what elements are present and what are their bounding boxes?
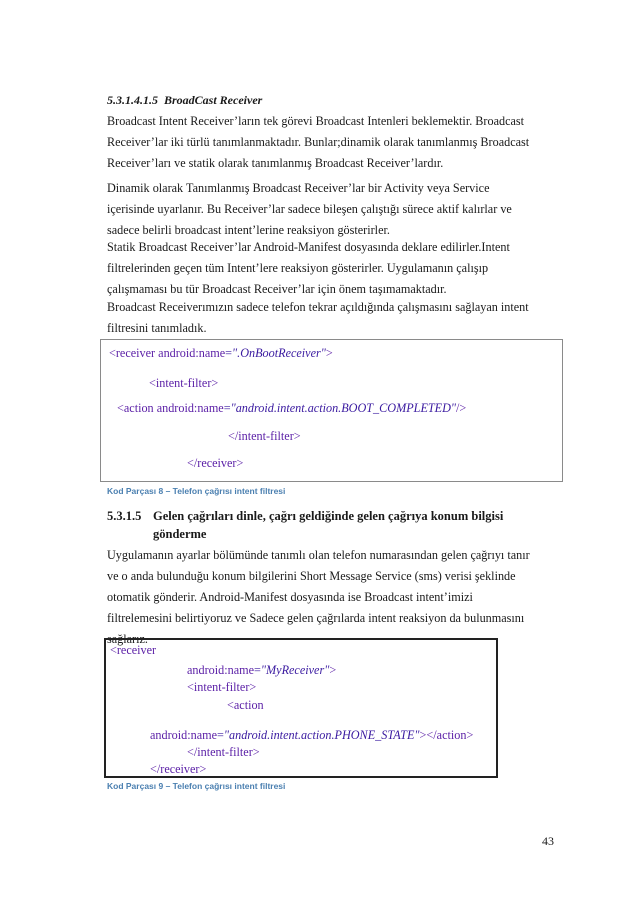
code-value: "android.intent.action.PHONE_STATE"	[223, 728, 420, 742]
text-line: çalışmaması bu tür Broadcast Receiver’lar için önem taşımamaktadır.	[107, 282, 447, 296]
text-line: Broadcast Receiverımızın sadece telefon tekrar açıldığında çalışmasını sağlayan intent	[107, 300, 529, 314]
section-title: BroadCast Receiver	[164, 93, 263, 107]
code-block-phone-receiver	[104, 638, 498, 778]
code-line: </receiver>	[187, 456, 244, 470]
code-punct: >	[325, 346, 333, 360]
code-line	[150, 728, 473, 743]
code-line: </intent-filter>	[187, 745, 260, 759]
section-number: 5.3.1.4.1.5	[107, 93, 158, 107]
paragraph-1	[107, 111, 567, 174]
code-block-boot-receiver	[100, 339, 563, 482]
code-punct: =	[254, 663, 261, 677]
code-punct: =	[217, 728, 224, 742]
code-punct: =	[225, 346, 233, 360]
text-line: filtrelerinden geçen tüm Intent’lere reaksiyon gösterirler. Uygulamanın çalışıp	[107, 261, 489, 275]
text-line: ve o anda bulunduğu konum bilgilerini Short Message Service (sms) verisi şeklinde	[107, 569, 516, 583]
code-line: <intent-filter>	[149, 376, 219, 390]
code-line: </intent-filter>	[228, 429, 301, 443]
code-value: "MyReceiver"	[260, 663, 330, 677]
code-punct: =	[223, 401, 231, 415]
section-heading-broadcast-receiver	[107, 93, 262, 108]
code-tag: <receiver	[109, 346, 159, 360]
paragraph-2	[107, 178, 567, 241]
code-value: "android.intent.action.BOOT_COMPLETED"	[230, 401, 457, 415]
section-title-line-2: gönderme	[153, 527, 207, 541]
text-line: Broadcast Intent Receiver’ların tek görevi Broadcast Intenleri beklemektir. Broadcast	[107, 114, 525, 128]
section-title-line-1: Gelen çağrıları dinle, çağrı geldiğinde gelen çağrıya konum bilgisi	[153, 509, 504, 523]
code-punct: >	[329, 663, 337, 677]
code-attr: android:name	[156, 401, 224, 415]
text-line: filtrelemesini belirtiyoruz ve Sadece gelen çağrılarda intent reaksiyon da bulunmasını	[107, 611, 525, 625]
text-line: sağlarız.	[107, 632, 148, 646]
paragraph-5	[107, 545, 567, 650]
text-line: Uygulamanın ayarlar bölümünde tanımlı olan telefon numarasından gelen çağrıyı tanır	[107, 548, 530, 562]
code-punct: ></action>	[419, 728, 474, 742]
code-punct: />	[456, 401, 467, 415]
code-caption-8: Kod Parçası 8 – Telefon çağrısı intent filtresi	[107, 486, 286, 496]
text-line: içerisinde uyarlanır. Bu Receiver’lar sadece bileşen çalıştığı sürece aktif kalırlar ve	[107, 202, 512, 216]
code-line	[187, 663, 336, 678]
text-line: sadece belirli broadcast intent’lerine reaksiyon gösterirler.	[107, 223, 390, 237]
code-line: </receiver>	[150, 762, 207, 776]
code-attr: android:name	[158, 346, 226, 360]
text-line: Receiver’ları ve statik olarak tanımlanmış Broadcast Receiver’lardır.	[107, 156, 444, 170]
text-line: otomatik gönderir. Android-Manifest dosyasında ise Broadcast intent’imizi	[107, 590, 473, 604]
paragraph-3	[107, 237, 567, 300]
code-line: <receiver	[110, 643, 157, 657]
code-line	[117, 401, 466, 416]
text-line: Dinamik olarak Tanımlanmış Broadcast Receiver’lar bir Activity veya Service	[107, 181, 490, 195]
code-line	[109, 346, 333, 361]
page-number: 43	[542, 834, 554, 848]
text-line: filtresini tanımladık.	[107, 321, 207, 335]
code-line: <intent-filter>	[187, 680, 257, 694]
code-caption-9: Kod Parçası 9 – Telefon çağrısı intent filtresi	[107, 781, 286, 791]
paragraph-4	[107, 297, 567, 339]
code-value: ".OnBootReceiver"	[232, 346, 326, 360]
code-line: <action	[227, 698, 264, 712]
code-tag: <action	[117, 401, 157, 415]
text-line: Statik Broadcast Receiver’lar Android-Manifest dosyasında deklare edilirler.Intent	[107, 240, 510, 254]
section-number-5-3-1-5: 5.3.1.5	[107, 509, 142, 523]
text-line: Receiver’lar iki türlü tanımlanmaktadır. Bunlar;dinamik olarak tanımlanmış Broadcast	[107, 135, 530, 149]
code-attr: android:name	[150, 728, 218, 742]
code-attr: android:name	[187, 663, 255, 677]
